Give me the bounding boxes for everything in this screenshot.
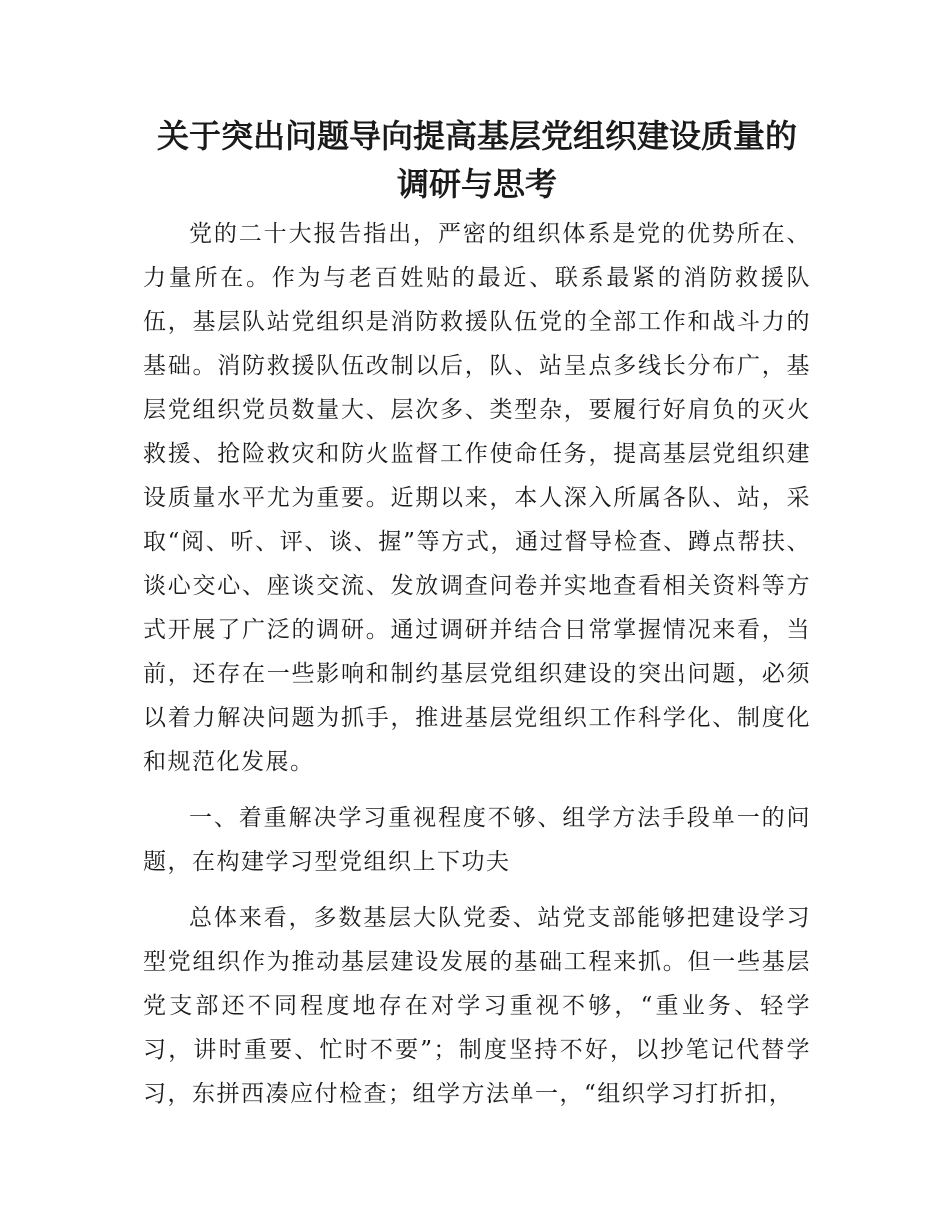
document-title [143, 112, 811, 208]
document-title-line-1: 关于突出问题导向提高基层党组织建设质量的 [156, 117, 797, 155]
section-1-paragraph: 总体来看，多数基层大队党委、站党支部能够把建设学习型党组织作为推动基层建设发展的基础工程来抓。但一些基层党支部还不同程度地存在对学习重视不够，“重业务、轻学习，讲时重要、忙时不要”；制度坚持不好，以抄笔记代替学习，东拼西凑应付检查；组学方法单一，“组织学习打折扣， [143, 905, 811, 1107]
document-body [143, 112, 811, 1116]
section-heading-1: 一、着重解决学习重视程度不够、组学方法手段单一的问题，在构建学习型党组织上下功夫 [143, 805, 811, 875]
document-title-line-2: 调研与思考 [396, 165, 557, 203]
intro-paragraph: 党的二十大报告指出，严密的组织体系是党的优势所在、力量所在。作为与老百姓贴的最近、联系最紧的消防救援队伍，基层队站党组织是消防救援队伍党的全部工作和战斗力的基础。消防救援队伍改制以后，队、站呈点多线长分布广，基层党组织党员数量大、层次多、类型杂，要履行好肩负的灭火救援、抢险救灾和防火监督工作使命任务，提高基层党组织建设质量水平尤为重要。近期以来，本人深入所属各队、站，采取“阅、听、评、谈、握”等方式，通过督导检查、蹲点帮扶、谈心交心、座谈交流、发放调查问卷并实地查看相关资料等方式开展了广泛的调研。通过调研并结合日常掌握情况来看，当前，还存在一些影响和制约基层党组织建设的突出问题，必须以着力解决问题为抓手，推进基层党组织工作科学化、制度化和规范化发展。 [143, 221, 811, 775]
